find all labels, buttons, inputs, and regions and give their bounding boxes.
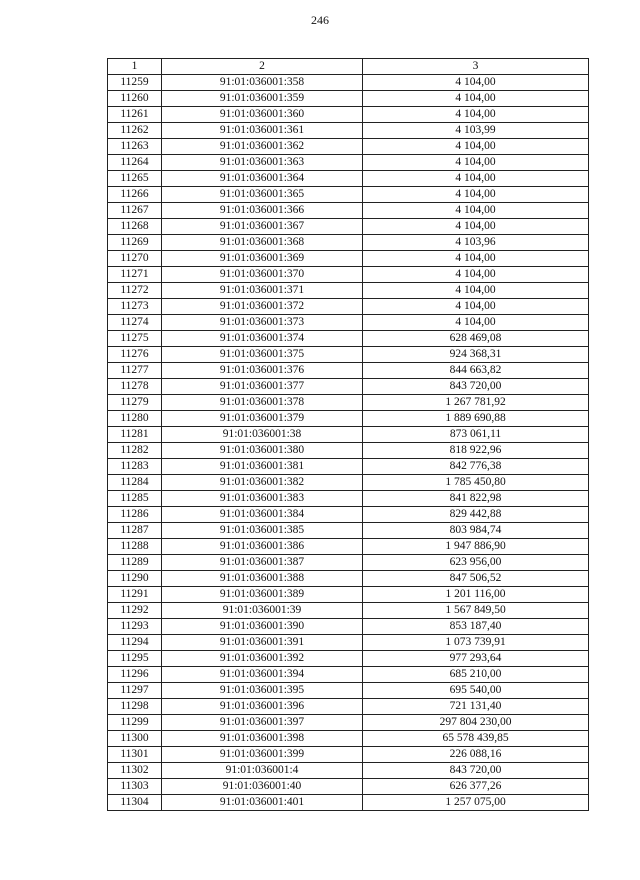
row-number-cell: 11283 [108,459,162,475]
table-row [108,635,589,651]
value-cell: 842 776,38 [363,459,589,475]
row-number-cell: 11273 [108,299,162,315]
cadastral-number-cell: 91:01:036001:375 [162,347,363,363]
row-number-cell: 11295 [108,651,162,667]
cadastral-number-cell: 91:01:036001:376 [162,363,363,379]
table-row [108,123,589,139]
registry-table [107,58,589,811]
cadastral-number-cell: 91:01:036001:370 [162,267,363,283]
row-number-cell: 11286 [108,507,162,523]
value-cell: 4 104,00 [363,187,589,203]
cadastral-number-cell: 91:01:036001:38 [162,427,363,443]
row-number-cell: 11281 [108,427,162,443]
table-row [108,651,589,667]
row-number-cell: 11260 [108,91,162,107]
row-number-cell: 11277 [108,363,162,379]
table-row [108,219,589,235]
header-row [108,59,589,75]
value-cell: 924 368,31 [363,347,589,363]
table-row [108,443,589,459]
row-number-cell: 11290 [108,571,162,587]
cadastral-number-cell: 91:01:036001:387 [162,555,363,571]
row-number-cell: 11270 [108,251,162,267]
value-cell: 1 201 116,00 [363,587,589,603]
table-row [108,331,589,347]
table-row [108,91,589,107]
row-number-cell: 11274 [108,315,162,331]
table-row [108,235,589,251]
row-number-cell: 11261 [108,107,162,123]
row-number-cell: 11299 [108,715,162,731]
cadastral-number-cell: 91:01:036001:396 [162,699,363,715]
cadastral-number-cell: 91:01:036001:40 [162,779,363,795]
table-row [108,187,589,203]
cadastral-number-cell: 91:01:036001:401 [162,795,363,811]
table-row [108,539,589,555]
value-cell: 4 104,00 [363,139,589,155]
value-cell: 4 104,00 [363,91,589,107]
cadastral-number-cell: 91:01:036001:364 [162,171,363,187]
value-cell: 4 103,96 [363,235,589,251]
table-row [108,731,589,747]
value-cell: 4 104,00 [363,75,589,91]
row-number-cell: 11266 [108,187,162,203]
column-header-2: 2 [162,59,363,75]
row-number-cell: 11275 [108,331,162,347]
value-cell: 4 104,00 [363,267,589,283]
cadastral-number-cell: 91:01:036001:382 [162,475,363,491]
value-cell: 4 104,00 [363,219,589,235]
table-row [108,747,589,763]
cadastral-number-cell: 91:01:036001:399 [162,747,363,763]
table-row [108,459,589,475]
cadastral-number-cell: 91:01:036001:378 [162,395,363,411]
table-row [108,603,589,619]
row-number-cell: 11280 [108,411,162,427]
value-cell: 4 104,00 [363,171,589,187]
row-number-cell: 11298 [108,699,162,715]
table-row [108,107,589,123]
table-row [108,379,589,395]
value-cell: 4 104,00 [363,107,589,123]
cadastral-number-cell: 91:01:036001:386 [162,539,363,555]
table-row [108,507,589,523]
table-row [108,795,589,811]
row-number-cell: 11259 [108,75,162,91]
row-number-cell: 11289 [108,555,162,571]
table-row [108,411,589,427]
value-cell: 695 540,00 [363,683,589,699]
cadastral-number-cell: 91:01:036001:394 [162,667,363,683]
row-number-cell: 11262 [108,123,162,139]
table-body [108,75,589,811]
cadastral-number-cell: 91:01:036001:390 [162,619,363,635]
table-row [108,763,589,779]
value-cell: 4 104,00 [363,315,589,331]
value-cell: 847 506,52 [363,571,589,587]
cadastral-number-cell: 91:01:036001:398 [162,731,363,747]
value-cell: 628 469,08 [363,331,589,347]
cadastral-number-cell: 91:01:036001:369 [162,251,363,267]
table-row [108,555,589,571]
value-cell: 1 889 690,88 [363,411,589,427]
cadastral-number-cell: 91:01:036001:368 [162,235,363,251]
value-cell: 841 822,98 [363,491,589,507]
cadastral-number-cell: 91:01:036001:361 [162,123,363,139]
value-cell: 4 104,00 [363,155,589,171]
table-row [108,715,589,731]
table-row [108,75,589,91]
value-cell: 4 104,00 [363,203,589,219]
row-number-cell: 11288 [108,539,162,555]
table-row [108,699,589,715]
value-cell: 818 922,96 [363,443,589,459]
value-cell: 1 257 075,00 [363,795,589,811]
table-row [108,571,589,587]
column-header-1: 1 [108,59,162,75]
value-cell: 685 210,00 [363,667,589,683]
column-header-3: 3 [363,59,589,75]
cadastral-number-cell: 91:01:036001:373 [162,315,363,331]
row-number-cell: 11292 [108,603,162,619]
table-header [108,59,589,75]
table-row [108,395,589,411]
table-row [108,491,589,507]
cadastral-number-cell: 91:01:036001:4 [162,763,363,779]
table-row [108,587,589,603]
row-number-cell: 11267 [108,203,162,219]
row-number-cell: 11282 [108,443,162,459]
cadastral-number-cell: 91:01:036001:381 [162,459,363,475]
cadastral-number-cell: 91:01:036001:385 [162,523,363,539]
row-number-cell: 11264 [108,155,162,171]
value-cell: 626 377,26 [363,779,589,795]
table-row [108,299,589,315]
row-number-cell: 11302 [108,763,162,779]
table-row [108,523,589,539]
row-number-cell: 11285 [108,491,162,507]
row-number-cell: 11269 [108,235,162,251]
value-cell: 1 947 886,90 [363,539,589,555]
row-number-cell: 11268 [108,219,162,235]
value-cell: 4 104,00 [363,283,589,299]
row-number-cell: 11303 [108,779,162,795]
value-cell: 844 663,82 [363,363,589,379]
value-cell: 1 785 450,80 [363,475,589,491]
row-number-cell: 11265 [108,171,162,187]
row-number-cell: 11297 [108,683,162,699]
row-number-cell: 11293 [108,619,162,635]
value-cell: 721 131,40 [363,699,589,715]
table-row [108,347,589,363]
row-number-cell: 11279 [108,395,162,411]
table-row [108,779,589,795]
value-cell: 1 073 739,91 [363,635,589,651]
value-cell: 4 104,00 [363,299,589,315]
cadastral-number-cell: 91:01:036001:392 [162,651,363,667]
cadastral-number-cell: 91:01:036001:362 [162,139,363,155]
value-cell: 226 088,16 [363,747,589,763]
row-number-cell: 11276 [108,347,162,363]
table-row [108,267,589,283]
row-number-cell: 11284 [108,475,162,491]
cadastral-number-cell: 91:01:036001:363 [162,155,363,171]
row-number-cell: 11294 [108,635,162,651]
table-row [108,427,589,443]
cadastral-number-cell: 91:01:036001:39 [162,603,363,619]
page-number: 246 [311,13,329,27]
cadastral-number-cell: 91:01:036001:388 [162,571,363,587]
value-cell: 843 720,00 [363,763,589,779]
cadastral-number-cell: 91:01:036001:367 [162,219,363,235]
cadastral-number-cell: 91:01:036001:391 [162,635,363,651]
table-row [108,667,589,683]
row-number-cell: 11278 [108,379,162,395]
table-row [108,619,589,635]
value-cell: 843 720,00 [363,379,589,395]
cadastral-number-cell: 91:01:036001:372 [162,299,363,315]
cadastral-number-cell: 91:01:036001:389 [162,587,363,603]
value-cell: 873 061,11 [363,427,589,443]
value-cell: 829 442,88 [363,507,589,523]
cadastral-number-cell: 91:01:036001:380 [162,443,363,459]
table-row [108,683,589,699]
value-cell: 853 187,40 [363,619,589,635]
value-cell: 1 267 781,92 [363,395,589,411]
cadastral-number-cell: 91:01:036001:366 [162,203,363,219]
row-number-cell: 11291 [108,587,162,603]
table-row [108,171,589,187]
cadastral-number-cell: 91:01:036001:395 [162,683,363,699]
table-row [108,203,589,219]
cadastral-number-cell: 91:01:036001:383 [162,491,363,507]
row-number-cell: 11304 [108,795,162,811]
row-number-cell: 11296 [108,667,162,683]
cadastral-number-cell: 91:01:036001:377 [162,379,363,395]
cadastral-number-cell: 91:01:036001:397 [162,715,363,731]
value-cell: 1 567 849,50 [363,603,589,619]
row-number-cell: 11271 [108,267,162,283]
row-number-cell: 11263 [108,139,162,155]
row-number-cell: 11287 [108,523,162,539]
cadastral-number-cell: 91:01:036001:374 [162,331,363,347]
table-row [108,139,589,155]
table-row [108,283,589,299]
cadastral-number-cell: 91:01:036001:365 [162,187,363,203]
cadastral-number-cell: 91:01:036001:371 [162,283,363,299]
value-cell: 803 984,74 [363,523,589,539]
cadastral-number-cell: 91:01:036001:384 [162,507,363,523]
table-row [108,475,589,491]
table-row [108,155,589,171]
value-cell: 297 804 230,00 [363,715,589,731]
table-row [108,363,589,379]
table-row [108,251,589,267]
row-number-cell: 11301 [108,747,162,763]
cadastral-number-cell: 91:01:036001:358 [162,75,363,91]
table-row [108,315,589,331]
cadastral-number-cell: 91:01:036001:360 [162,107,363,123]
value-cell: 977 293,64 [363,651,589,667]
cadastral-number-cell: 91:01:036001:359 [162,91,363,107]
value-cell: 623 956,00 [363,555,589,571]
cadastral-number-cell: 91:01:036001:379 [162,411,363,427]
value-cell: 65 578 439,85 [363,731,589,747]
value-cell: 4 103,99 [363,123,589,139]
value-cell: 4 104,00 [363,251,589,267]
row-number-cell: 11272 [108,283,162,299]
row-number-cell: 11300 [108,731,162,747]
